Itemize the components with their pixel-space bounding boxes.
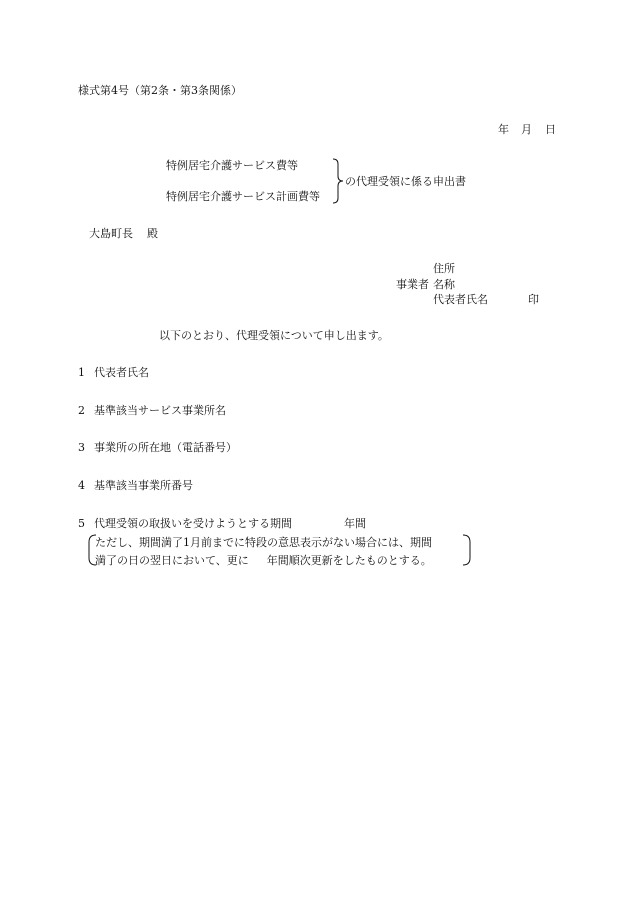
note-line-1: ただし、期間満了1月前までに特段の意思表示がない場合には、期間 (95, 536, 432, 549)
name-label: 名称 (433, 278, 455, 291)
address-label: 住所 (433, 262, 455, 275)
item-label: 事業所の所在地（電話番号） (94, 441, 237, 454)
subject-line-2: 特例居宅介護サービス計画費等 (166, 190, 320, 203)
item-number: 4 (78, 479, 85, 492)
addressee-name: 大島町長 (89, 227, 133, 240)
seal-mark: 印 (528, 293, 539, 306)
item-label: 基準該当サービス事業所名 (94, 404, 226, 417)
date-day: 日 (545, 123, 556, 136)
subject-line-1: 特例居宅介護サービス費等 (166, 159, 298, 172)
addressee-honorific: 殿 (147, 227, 158, 240)
item-label: 代表者氏名 (94, 366, 149, 379)
intro-text: 以下のとおり、代理受領について申し出ます。 (159, 329, 389, 342)
item-number: 2 (78, 404, 85, 417)
item-label: 基準該当事業所番号 (94, 479, 193, 492)
item-unit: 年間 (344, 517, 366, 530)
item-label: 代理受領の取扱いを受けようとする期間 (94, 517, 292, 530)
right-bracket-icon (461, 534, 473, 566)
note-line-2 (95, 555, 432, 566)
date-month: 月 (521, 123, 532, 136)
business-label: 事業者 (396, 278, 429, 291)
note-line-2b: 年間順次更新をしたものとする。 (266, 554, 432, 567)
right-brace-icon (331, 158, 345, 204)
item-number: 1 (78, 366, 85, 379)
item-number: 5 (78, 517, 85, 530)
form-number: 様式第4号（第2条・第3条関係） (78, 84, 242, 97)
note-line-2a: 満了の日の翌日において、更に (95, 554, 249, 567)
subject-suffix: の代理受領に係る申出書 (345, 175, 466, 188)
date-year: 年 (498, 123, 509, 136)
item-number: 3 (78, 441, 85, 454)
representative-label: 代表者氏名 (433, 293, 488, 306)
